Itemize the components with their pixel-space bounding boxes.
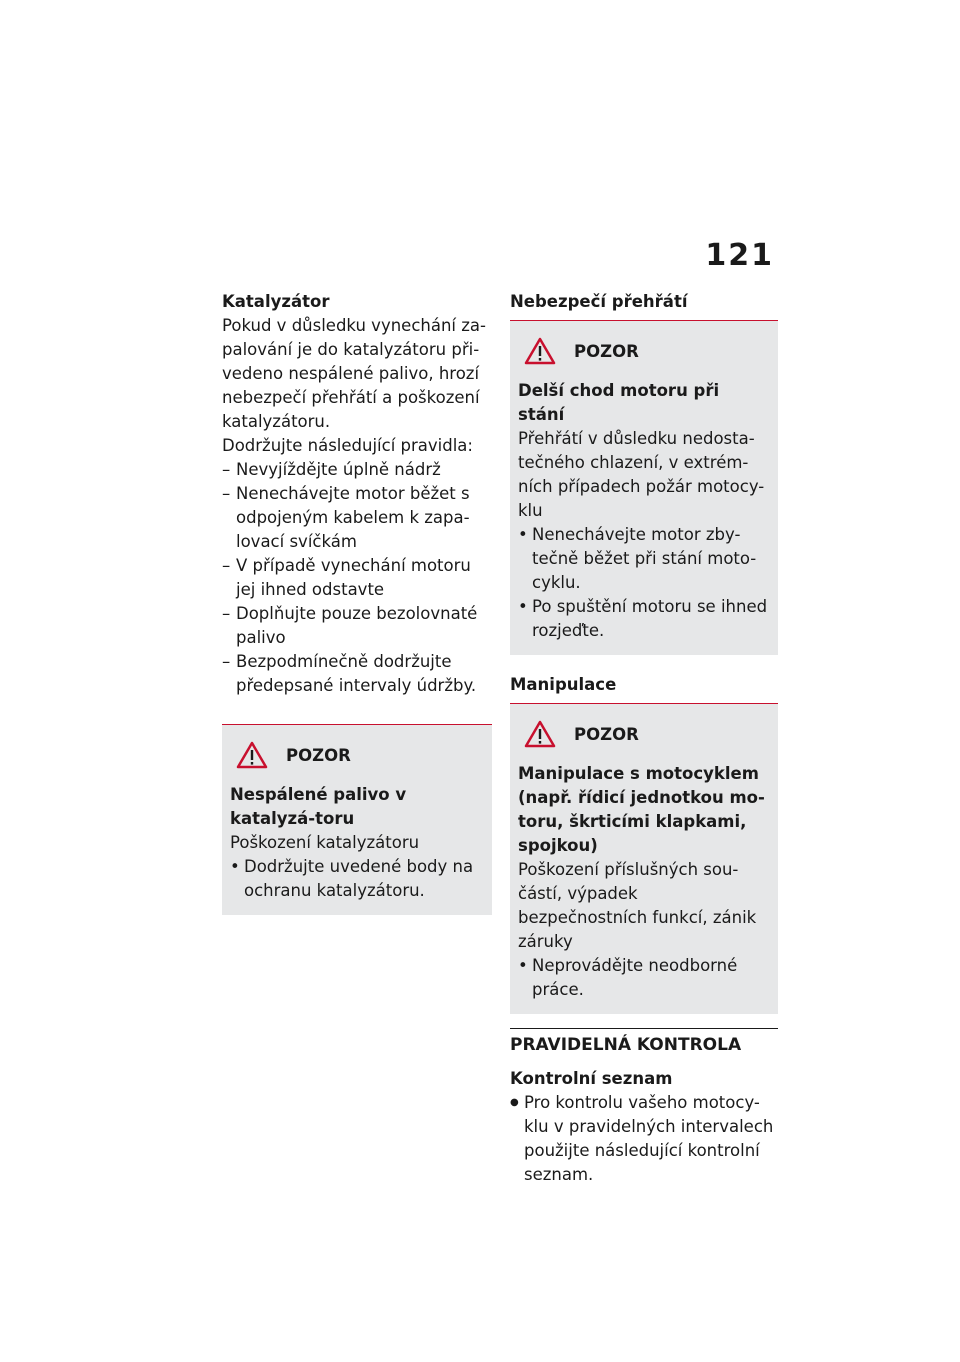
catalyst-intro: Pokud v důsledku vynechání za-palování je do katalyzátoru při-vedeno nespálené palivo, hrozí nebezpečí přehřátí a poškození katalyzátoru. [222, 316, 486, 431]
list-item: • Neprovádějte neodborné práce. [518, 954, 770, 1002]
regular-check-section [510, 1028, 778, 1187]
warning-bullets [518, 954, 770, 1002]
warning-triangle-icon [236, 741, 268, 769]
warning-title: Manipulace s motocyklem (např. řídicí jednotkou mo-toru, škrticími klapkami, spojkou) [518, 764, 765, 855]
list-item: • Nenechávejte motor zby-tečně běžet při stání moto-cyklu. [518, 523, 770, 595]
list-item: ● Pro kontrolu vašeho motocy-klu v pravidelných intervalech použijte následující kontrolní seznam. [510, 1091, 778, 1187]
warning-triangle-icon [524, 720, 556, 748]
warning-bullets [518, 523, 770, 643]
warning-label: POZOR [286, 745, 351, 765]
list-item: – Nevyjíždějte úplně nádrž [222, 458, 492, 482]
rules-intro: Dodržujte následující pravidla: [222, 436, 473, 455]
warning-header [524, 720, 770, 748]
rules-list [222, 458, 492, 698]
section-heading-overheating: Nebezpečí přehřátí [510, 292, 688, 311]
warning-header [524, 337, 770, 365]
warning-box-overheating [510, 320, 778, 655]
warning-triangle-icon [524, 337, 556, 365]
warning-label: POZOR [574, 341, 639, 361]
right-column [510, 290, 778, 1187]
checklist-bullets [510, 1091, 778, 1187]
warning-label: POZOR [574, 724, 639, 744]
warning-title: Nespálené palivo v katalyzá-toru [230, 785, 407, 828]
section-heading-manipulation: Manipulace [510, 675, 617, 694]
section-heading-regular-check: PRAVIDELNÁ KONTROLA [510, 1028, 778, 1057]
warning-box-manipulation [510, 703, 778, 1014]
warning-box-catalyst [222, 724, 492, 915]
warning-header [236, 741, 484, 769]
warning-text: Poškození příslušných sou-částí, výpadek bezpečnostních funkcí, zánik záruky [518, 860, 757, 951]
list-item: – Doplňujte pouze bezolovnaté palivo [222, 602, 492, 650]
list-item: – Nenechávejte motor běžet s odpojeným kabelem k zapa-lovací svíčkám [222, 482, 492, 554]
list-item: – Bezpodmínečně dodržujte předepsané intervaly údržby. [222, 650, 492, 698]
section-heading-catalyst: Katalyzátor [222, 292, 330, 311]
warning-bullets [230, 855, 484, 903]
warning-text: Přehřátí v důsledku nedosta-tečného chlazení, v extrém-ních případech požár motocy-klu [518, 429, 765, 520]
left-column [222, 290, 492, 915]
list-item: • Dodržujte uvedené body na ochranu katalyzátoru. [230, 855, 484, 903]
subheading-checklist: Kontrolní seznam [510, 1069, 673, 1088]
page-number: 121 [705, 238, 774, 273]
list-item: – V případě vynechání motoru jej ihned odstavte [222, 554, 492, 602]
list-item: • Po spuštění motoru se ihned rozjeďte. [518, 595, 770, 643]
warning-text: Poškození katalyzátoru [230, 833, 420, 852]
warning-title: Delší chod motoru při stání [518, 381, 720, 424]
